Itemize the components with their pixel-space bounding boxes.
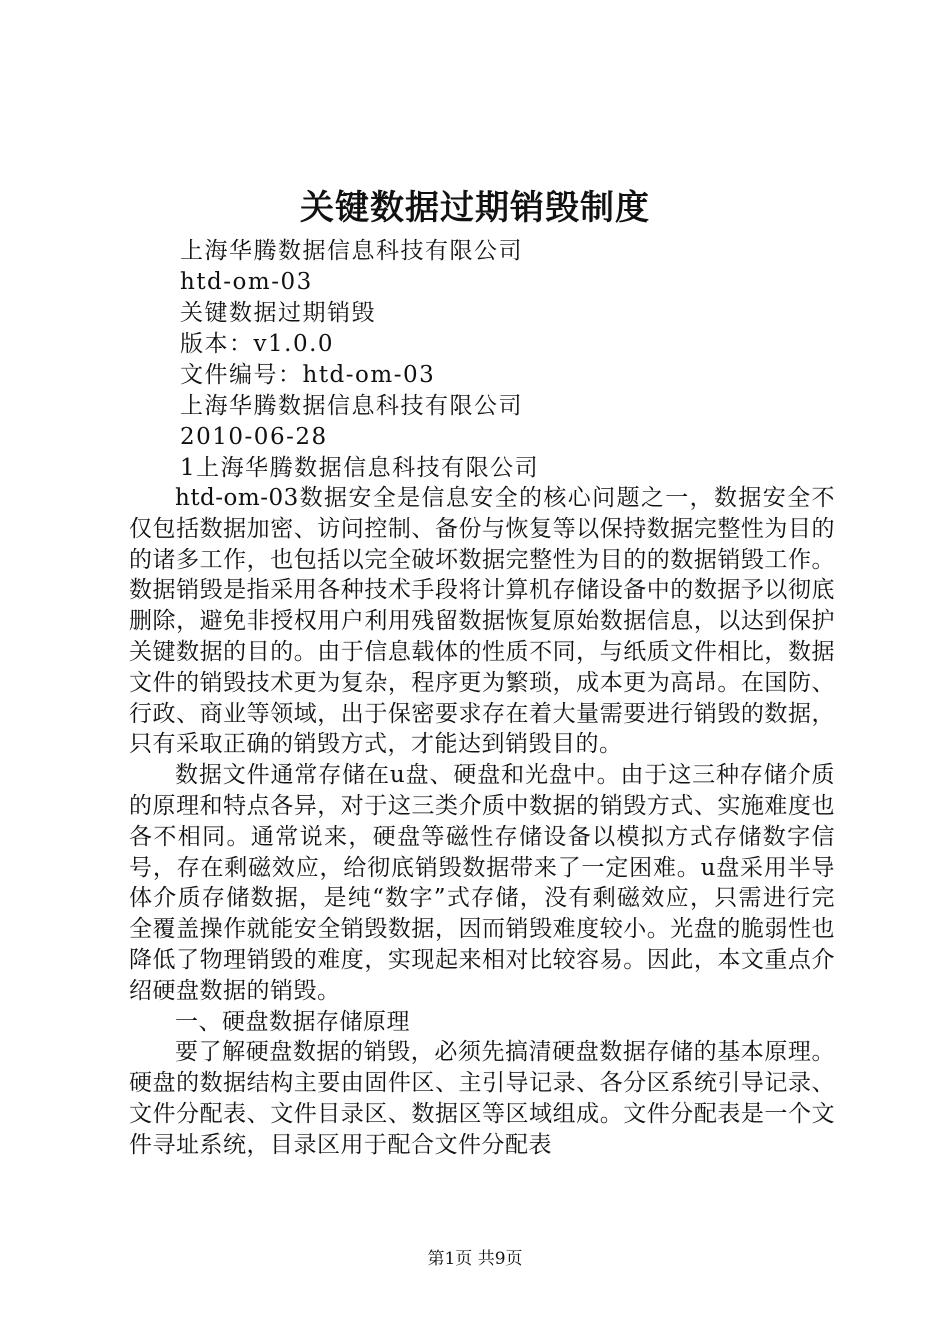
document-body: [129, 483, 835, 1161]
meta-subject: 关键数据过期销毁: [180, 300, 376, 326]
meta-company: 上海华腾数据信息科技有限公司: [180, 238, 523, 264]
document-meta: [180, 236, 539, 484]
meta-page-company: 1上海华腾数据信息科技有限公司: [180, 455, 540, 481]
paragraph: 数据文件通常存储在u盘、硬盘和光盘中。由于这三种存储介质的原理和特点各异，对于这三类介质中数据的销毁方式、实施难度也各不相同。通常说来，硬盘等磁性存储设备以模拟方式存储数字信号，存在剩磁效应，给彻底销毁数据带来了一定困难。u盘采用半导体介质存储数据，是纯“数字”式存储，没有剩磁效应，只需进行完全覆盖操作就能安全销毁数据，因而销毁难度较小。光盘的脆弱性也降低了物理销毁的难度，实现起来相对比较容易。因此，本文重点介绍硬盘数据的销毁。: [129, 762, 835, 1004]
meta-file-number: 文件编号：htd-om-03: [180, 362, 436, 388]
paragraph: 要了解硬盘数据的销毁，必须先搞清硬盘数据存储的基本原理。硬盘的数据结构主要由固件区、主引导记录、各分区系统引导记录、文件分配表、文件目录区、数据区等区域组成。文件分配表是一个文件寻址系统，目录区用于配合文件分配表: [129, 1039, 835, 1158]
meta-date: 2010-06-28: [180, 424, 328, 450]
meta-company-repeat: 上海华腾数据信息科技有限公司: [180, 393, 523, 419]
document-title: 关键数据过期销毁制度: [300, 188, 650, 228]
meta-version: 版本：v1.0.0: [180, 331, 335, 357]
section-heading: 一、硬盘数据存储原理: [175, 1008, 410, 1035]
paragraph: htd-om-03数据安全是信息安全的核心问题之一，数据安全不仅包括数据加密、访问控制、备份与恢复等以保持数据完整性为目的的诸多工作，也包括以完全破坏数据完整性为目的的数据销毁工作。数据销毁是指采用各种技术手段将计算机存储设备中的数据予以彻底删除，避免非授权用户利用残留数据恢复原始数据信息，以达到保护关键数据的目的。由于信息载体的性质不同，与纸质文件相比，数据文件的销毁技术更为复杂，程序更为繁琐，成本更为高昂。在国防、行政、商业等领域，出于保密要求存在着大量需要进行销毁的数据，只有采取正确的销毁方式，才能达到销毁目的。: [129, 485, 835, 758]
page-footer: 第1页 共9页: [427, 1249, 523, 1269]
meta-code: htd-om-03: [180, 269, 313, 295]
